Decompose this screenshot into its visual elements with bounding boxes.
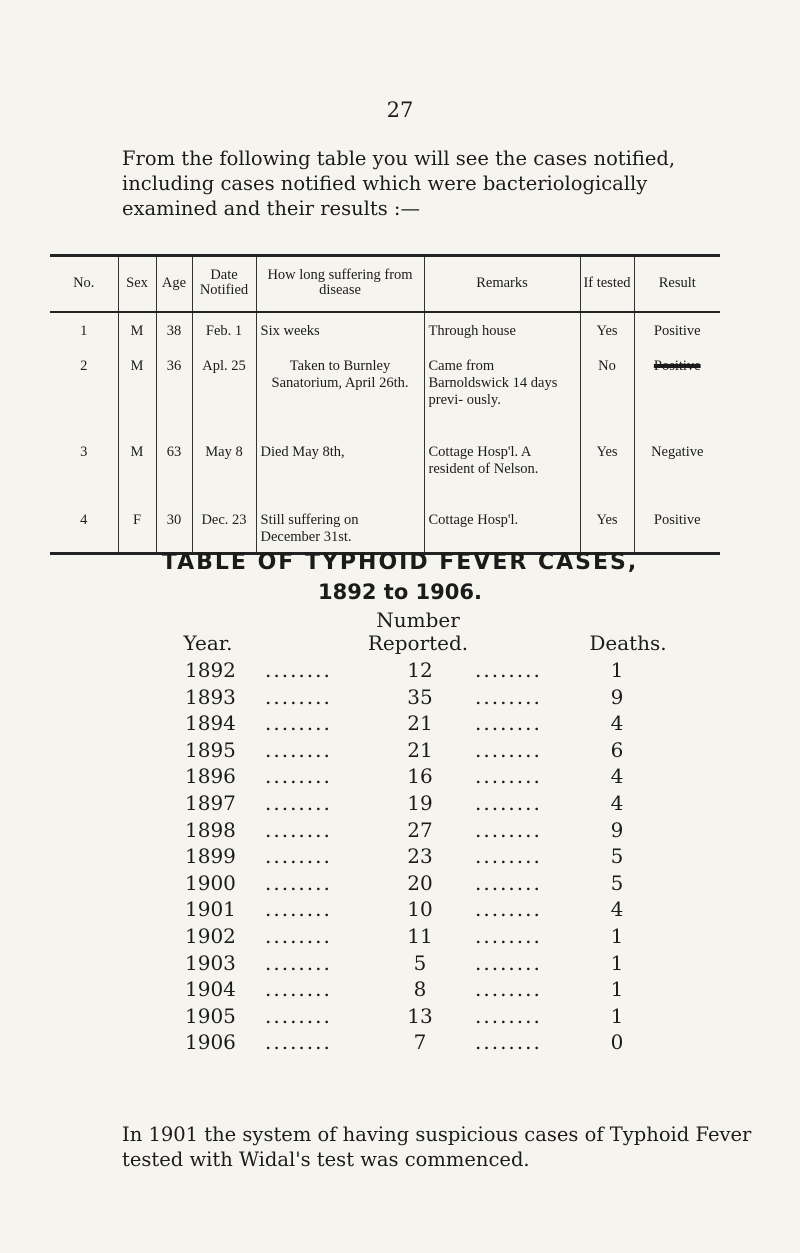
leader-dots: ........ — [265, 977, 332, 1002]
year-cell: 1900 — [185, 870, 236, 895]
typhoid-rows — [160, 658, 780, 1057]
cell-date: Apl. 25 — [192, 348, 256, 434]
year-cell: 1906 — [185, 1030, 236, 1055]
deaths-cell: 1 — [610, 923, 624, 948]
deaths-cell: 1 — [610, 658, 624, 682]
year-cell: 1899 — [185, 844, 236, 869]
list-item — [160, 844, 780, 871]
typhoid-table-title: TABLE OF TYPHOID FEVER CASES, — [161, 550, 639, 575]
leader-dots: ........ — [475, 950, 542, 975]
year-cell: 1903 — [185, 950, 236, 975]
reported-cell: 16 — [407, 764, 433, 789]
leader-dots: ........ — [265, 897, 332, 922]
cell-remarks: Came from Barnoldswick 14 days previ- ously. — [424, 348, 580, 434]
cell-date: Dec. 23 — [192, 502, 256, 554]
cell-age: 63 — [156, 434, 192, 502]
cell-duration: Died May 8th, — [256, 434, 424, 502]
deaths-cell: 9 — [610, 817, 624, 842]
leader-dots: ........ — [265, 711, 332, 736]
reported-cell: 12 — [407, 658, 433, 682]
year-cell: 1904 — [185, 977, 236, 1002]
list-item — [160, 764, 780, 791]
header-no: No. — [50, 256, 118, 313]
list-item — [160, 658, 780, 685]
cell-date: Feb. 1 — [192, 312, 256, 348]
column-number-heading — [348, 609, 488, 655]
header-date-notified: Date Notified — [192, 256, 256, 313]
cell-duration: Still suffering on December 31st. — [256, 502, 424, 554]
cell-remarks: Cottage Hosp'l. A resident of Nelson. — [424, 434, 580, 502]
reported-cell: 27 — [407, 817, 433, 842]
list-item — [160, 951, 780, 978]
cell-sex: M — [118, 348, 156, 434]
deaths-cell: 6 — [610, 737, 624, 762]
leader-dots: ........ — [475, 923, 542, 948]
cell-sex: F — [118, 502, 156, 554]
leader-dots: ........ — [475, 870, 542, 895]
header-sex: Sex — [118, 256, 156, 313]
list-item — [160, 1004, 780, 1031]
list-item — [160, 977, 780, 1004]
leader-dots: ........ — [475, 737, 542, 762]
header-age: Age — [156, 256, 192, 313]
deaths-cell: 4 — [610, 711, 624, 736]
header-if-tested: If tested — [580, 256, 634, 313]
leader-dots: ........ — [475, 1003, 542, 1028]
leader-dots: ........ — [265, 790, 332, 815]
reported-cell: 21 — [407, 737, 433, 762]
leader-dots: ........ — [265, 923, 332, 948]
header-how-long: How long suffering from disease — [256, 256, 424, 313]
leader-dots: ........ — [475, 658, 542, 682]
cell-result: Positive — [634, 502, 720, 554]
cell-duration: Taken to Burnley Sanatorium, April 26th. — [256, 348, 424, 434]
reported-cell: 8 — [413, 977, 427, 1002]
leader-dots: ........ — [475, 764, 542, 789]
deaths-cell: 0 — [610, 1030, 624, 1055]
cell-sex: M — [118, 434, 156, 502]
list-item — [160, 711, 780, 738]
deaths-cell: 4 — [610, 790, 624, 815]
leader-dots: ........ — [475, 684, 542, 709]
reported-cell: 7 — [413, 1030, 427, 1055]
year-cell: 1897 — [185, 790, 236, 815]
deaths-cell: 9 — [610, 684, 624, 709]
cell-remarks: Through house — [424, 312, 580, 348]
column-number-line1: Number — [376, 608, 460, 632]
cell-result — [634, 348, 720, 434]
list-item — [160, 685, 780, 712]
cell-result: Negative — [634, 434, 720, 502]
column-deaths-heading: Deaths. — [589, 631, 667, 655]
cell-no: 4 — [80, 512, 88, 528]
cell-result: Positive — [634, 312, 720, 348]
year-cell: 1893 — [185, 684, 236, 709]
leader-dots: ........ — [265, 870, 332, 895]
leader-dots: ........ — [265, 817, 332, 842]
cell-duration: Six weeks — [256, 312, 424, 348]
cell-date: May 8 — [192, 434, 256, 502]
deaths-cell: 5 — [610, 870, 624, 895]
leader-dots: ........ — [265, 1030, 332, 1055]
footer-paragraph: In 1901 the system of having suspicious cases of Typhoid Fever tested with Widal's test was commenced. — [122, 1123, 752, 1171]
column-year-heading: Year. — [183, 631, 233, 655]
leader-dots: ........ — [475, 1030, 542, 1055]
table-row — [50, 434, 720, 502]
list-item — [160, 1030, 780, 1057]
list-item — [160, 897, 780, 924]
reported-cell: 19 — [407, 790, 433, 815]
cell-age: 38 — [156, 312, 192, 348]
leader-dots: ........ — [475, 977, 542, 1002]
deaths-cell: 4 — [610, 764, 624, 789]
intro-paragraph: From the following table you will see the cases notified, including cases notified which were bacteriologically examined and their results :— — [122, 147, 676, 220]
reported-cell: 13 — [407, 1003, 433, 1028]
year-cell: 1902 — [185, 923, 236, 948]
leader-dots: ........ — [265, 737, 332, 762]
cell-tested: Yes — [580, 312, 634, 348]
header-remarks: Remarks — [424, 256, 580, 313]
year-cell: 1892 — [185, 658, 236, 682]
reported-cell: 23 — [407, 844, 433, 869]
leader-dots: ........ — [265, 950, 332, 975]
year-cell: 1901 — [185, 897, 236, 922]
leader-dots: ........ — [475, 817, 542, 842]
cases-table — [50, 254, 720, 555]
leader-dots: ........ — [475, 711, 542, 736]
cases-header-row — [50, 256, 720, 313]
leader-dots: ........ — [265, 658, 332, 682]
cell-tested: Yes — [580, 502, 634, 554]
cell-sex: M — [118, 312, 156, 348]
cell-tested: No — [580, 348, 634, 434]
column-number-line2: Reported. — [367, 631, 469, 655]
list-item — [160, 738, 780, 765]
page-number: 27 — [386, 98, 414, 122]
cell-no: 1 — [80, 323, 88, 339]
deaths-cell: 5 — [610, 844, 624, 869]
year-cell: 1898 — [185, 817, 236, 842]
cell-no: 2 — [80, 358, 88, 374]
deaths-cell: 1 — [610, 950, 624, 975]
table-row — [50, 312, 720, 348]
list-item — [160, 924, 780, 951]
leader-dots: ........ — [265, 844, 332, 869]
year-cell: 1894 — [185, 711, 236, 736]
cell-tested: Yes — [580, 434, 634, 502]
reported-cell: 11 — [407, 923, 433, 948]
leader-dots: ........ — [265, 764, 332, 789]
reported-cell: 20 — [407, 870, 433, 895]
leader-dots: ........ — [265, 1003, 332, 1028]
reported-cell: 35 — [407, 684, 433, 709]
reported-cell: 21 — [407, 711, 433, 736]
year-cell: 1905 — [185, 1003, 236, 1028]
year-cell: 1896 — [185, 764, 236, 789]
cell-remarks: Cottage Hosp'l. — [424, 502, 580, 554]
leader-dots: ........ — [475, 844, 542, 869]
leader-dots: ........ — [475, 790, 542, 815]
leader-dots: ........ — [475, 897, 542, 922]
leader-dots: ........ — [265, 684, 332, 709]
deaths-cell: 1 — [610, 1003, 624, 1028]
typhoid-table-subtitle: 1892 to 1906. — [318, 580, 482, 604]
struck-result: Positive — [653, 358, 701, 374]
cell-no: 3 — [80, 444, 88, 460]
year-cell: 1895 — [185, 737, 236, 762]
list-item — [160, 818, 780, 845]
table-row — [50, 502, 720, 554]
header-result: Result — [634, 256, 720, 313]
list-item — [160, 871, 780, 898]
table-row — [50, 348, 720, 434]
list-item — [160, 791, 780, 818]
cell-age: 30 — [156, 502, 192, 554]
deaths-cell: 4 — [610, 897, 624, 922]
deaths-cell: 1 — [610, 977, 624, 1002]
reported-cell: 10 — [407, 897, 433, 922]
reported-cell: 5 — [413, 950, 427, 975]
cell-age: 36 — [156, 348, 192, 434]
